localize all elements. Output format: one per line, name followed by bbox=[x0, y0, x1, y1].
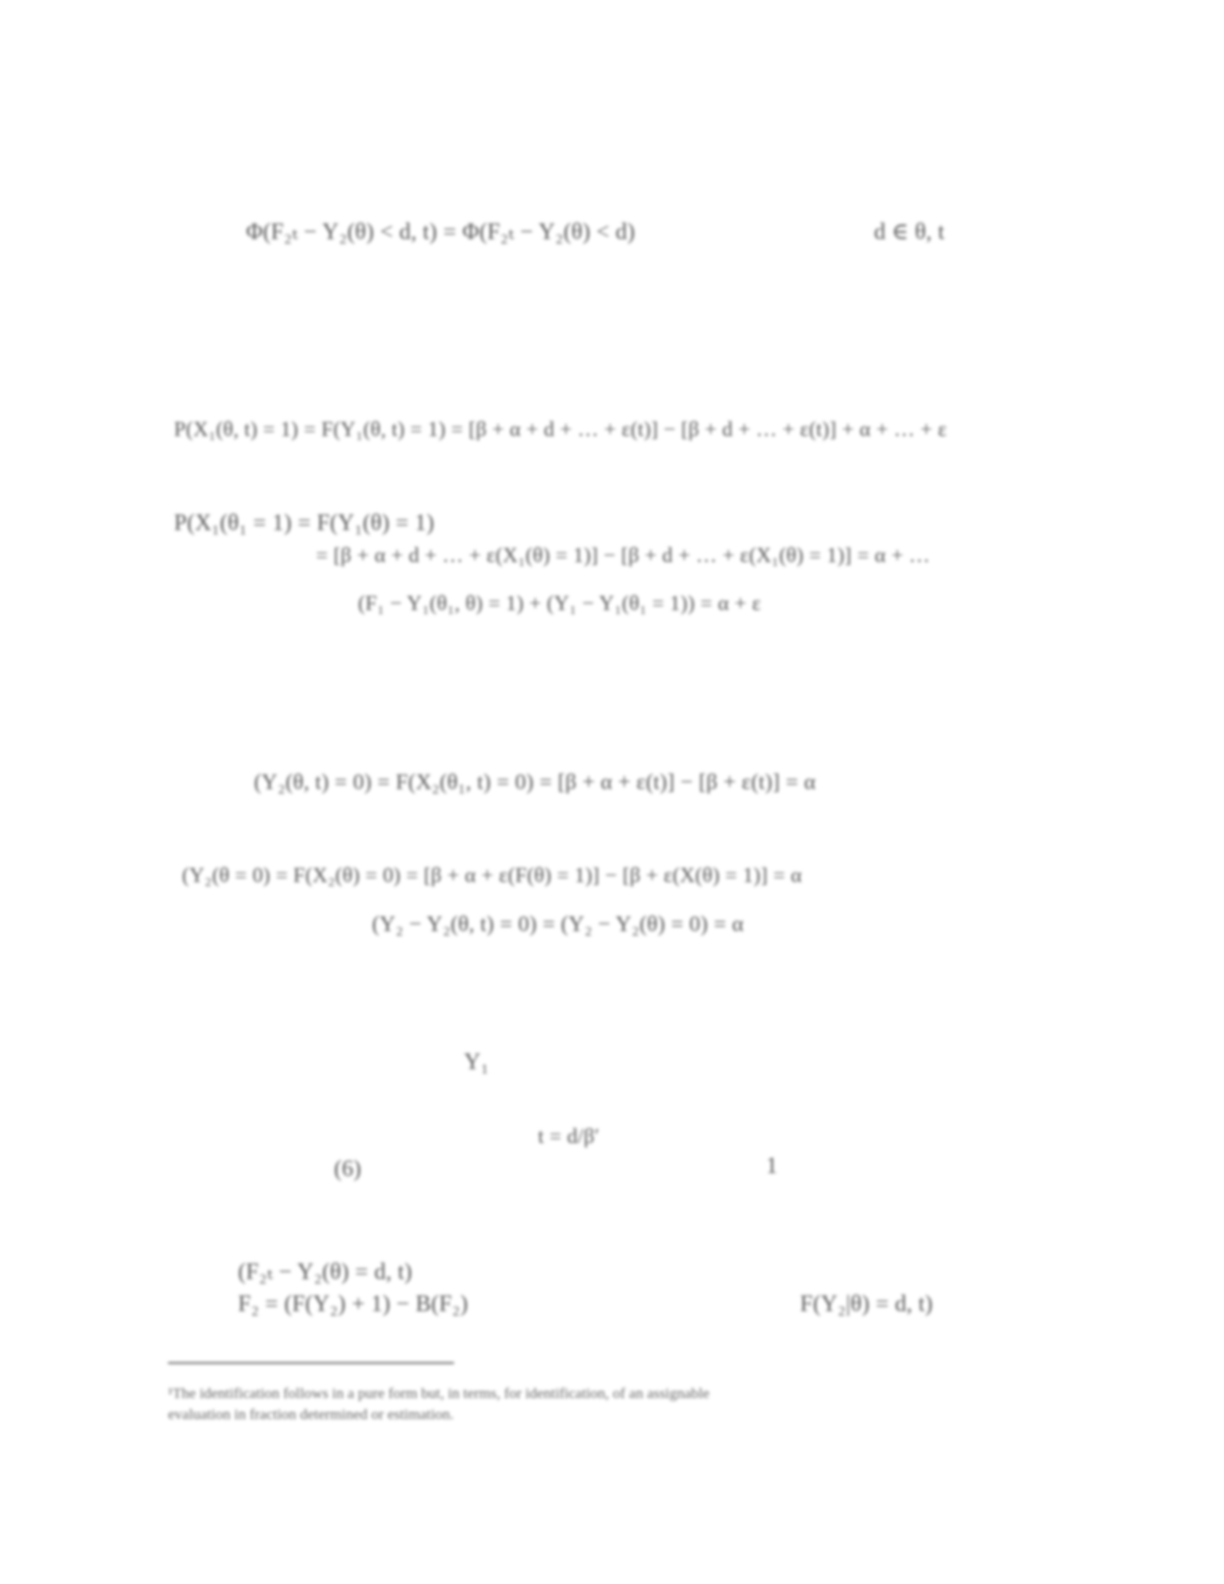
equation-7-line-1-text: (F₂ₜ − Y₂(θ) = d, t) bbox=[238, 1259, 413, 1284]
equation-5-line-1 bbox=[182, 861, 802, 889]
equation-4 bbox=[254, 768, 816, 796]
footnote-rule bbox=[168, 1362, 454, 1364]
equation-6-right-text: 1 bbox=[766, 1153, 778, 1178]
equation-1-condition bbox=[874, 218, 945, 246]
equation-7-line-2 bbox=[238, 1290, 468, 1318]
equation-1-condition-text: d ∈ θ, t bbox=[874, 219, 945, 244]
equation-6-number-text: (6) bbox=[334, 1156, 362, 1181]
equation-7-right-text: F(Y₂|θ) = d, t) bbox=[800, 1291, 933, 1316]
equation-1 bbox=[246, 218, 635, 246]
equation-3-line-1-text: P(X₁(θ₁ = 1) = F(Y₁(θ) = 1) bbox=[174, 510, 435, 535]
equation-3-line-2 bbox=[316, 541, 930, 569]
equation-7-line-1 bbox=[238, 1258, 412, 1286]
equation-5-line-2-text: (Y₂ − Y₂(θ, t) = 0) = (Y₂ − Y₂(θ) = 0) = α bbox=[372, 911, 744, 936]
equation-4-expression: (Y₂(θ, t) = 0) = F(X₂(θ₁, t) = 0) = [β + α + ε(t)] − [β + ε(t)] = α bbox=[254, 769, 816, 794]
equation-3-line-3-text: (F₁ − Y₁(θ₁, θ) = 1) + (Y₁ − Y₁(θ₁ = 1)) = α + ε bbox=[358, 591, 761, 615]
equation-5-line-2 bbox=[372, 910, 744, 938]
variable-label bbox=[464, 1048, 489, 1076]
equation-5-line-1-text: (Y₂(θ = 0) = F(X₂(θ) = 0) = [β + α + ε(F(θ) = 1)] − [β + ε(X(θ) = 1)] = α bbox=[182, 863, 802, 887]
variable-label-text: Y₁ bbox=[464, 1049, 490, 1074]
equation-7-line-2-text: F₂ = (F(Y₂) + 1) − B(F₂) bbox=[238, 1291, 469, 1316]
equation-2-expression: P(X₁(θ, t) = 1) = F(Y₁(θ, t) = 1) = [β + α + d + … + ε(t)] − [β + d + … + ε(t)] + α + … + ε bbox=[174, 417, 947, 441]
footnote bbox=[168, 1384, 958, 1426]
equation-7-right bbox=[800, 1290, 933, 1318]
equation-3-line-2-text: = [β + α + d + … + ε(X₁(θ) = 1)] − [β + d + … + ε(X₁(θ) = 1)] = α + … bbox=[316, 543, 931, 567]
equation-6-number bbox=[334, 1155, 361, 1183]
equation-6-top-text: t = d/β′ bbox=[538, 1124, 600, 1148]
equation-3-line-3 bbox=[358, 589, 761, 617]
equation-6-right bbox=[766, 1152, 778, 1180]
equation-6-top bbox=[538, 1122, 599, 1150]
equation-3-line-1 bbox=[174, 509, 434, 537]
footnote-line-2: evaluation in fraction determined or estimation. bbox=[168, 1407, 454, 1423]
equation-1-expression: Φ(F₂ₜ − Y₂(θ) < d, t) = Φ(F₂ₜ − Y₂(θ) < d) bbox=[246, 219, 636, 244]
footnote-line-1: ¹The identification follows in a pure form but, in terms, for identification, of an assignable bbox=[168, 1386, 710, 1402]
equation-2 bbox=[174, 415, 947, 443]
